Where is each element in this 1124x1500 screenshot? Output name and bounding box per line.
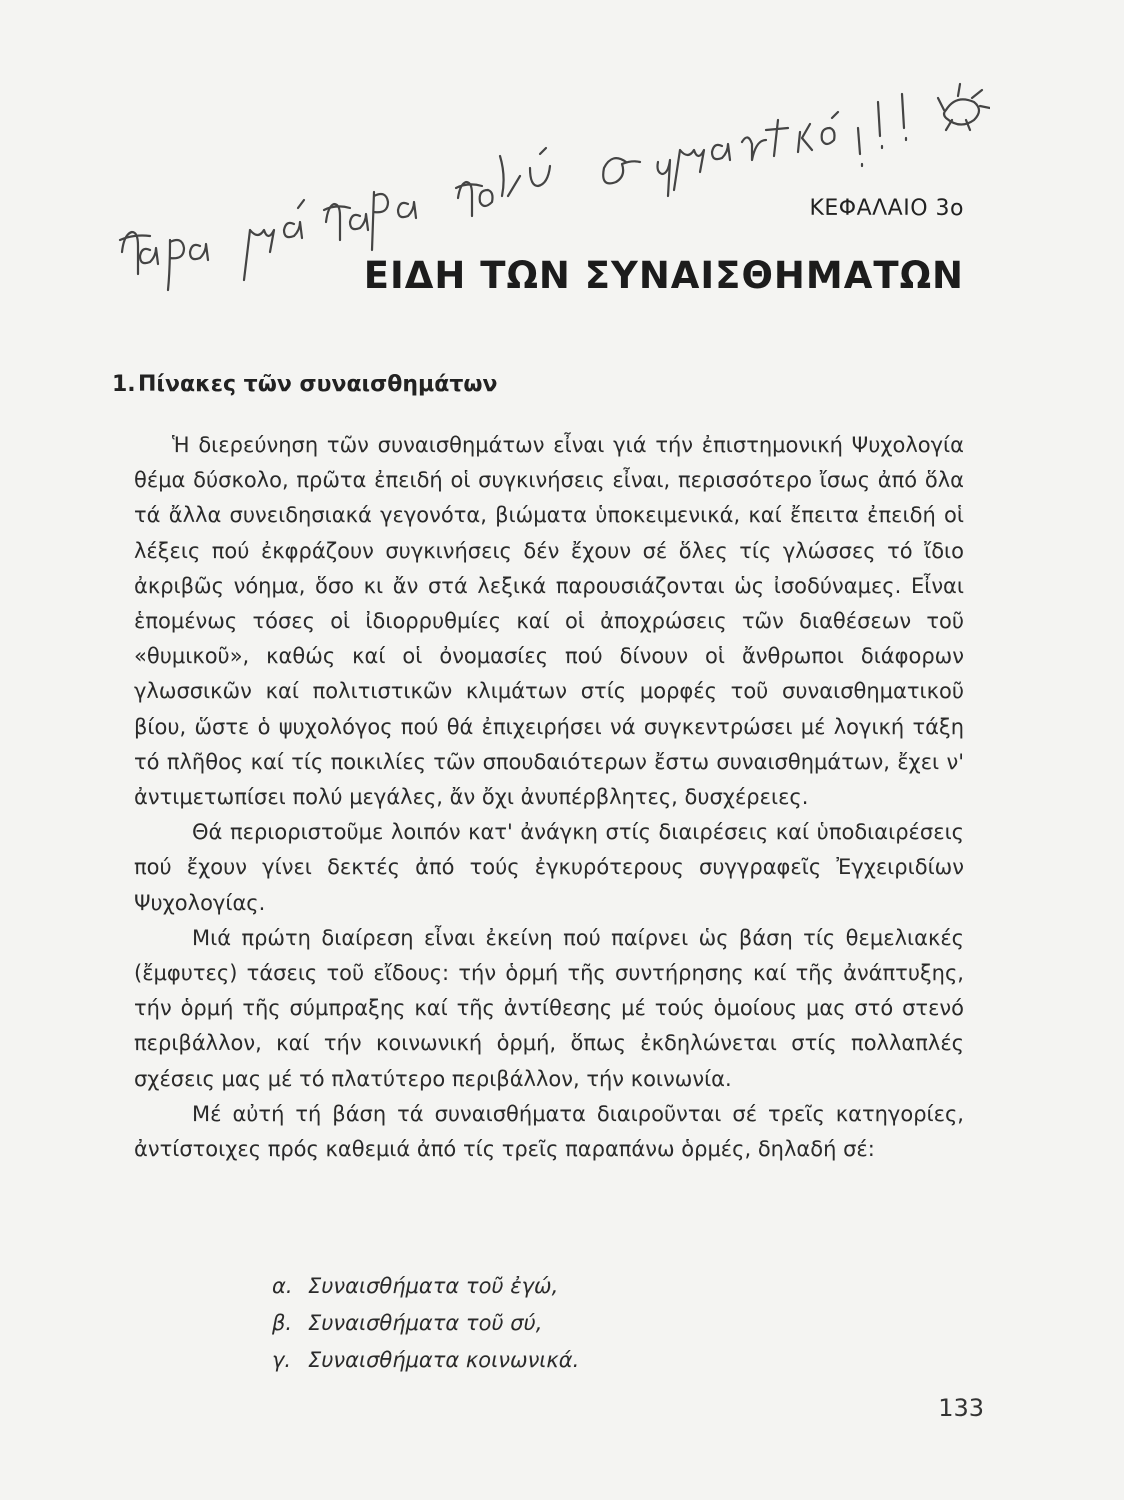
section-heading: Πίνακες τῶν συναισθημάτων xyxy=(138,372,498,397)
list-marker: α. xyxy=(272,1274,293,1298)
list-item xyxy=(272,1342,579,1379)
body-text xyxy=(134,428,964,1167)
paragraph: Ἡ διερεύνηση τῶν συναισθημάτων εἶναι γιά τήν ἐπιστημονική Ψυχολογία θέμα δύσκολο, πρῶτα ἐπειδή οἱ συγκινήσεις εἶναι, περισσότερο ἴσως ἀπό ὅλα τά ἄλλα συνειδησιακά γεγονότα, βιώματα ὑποκειμενικά, καί ἔπειτα ἐπειδή οἱ λέξεις πού ἐκφράζουν συγκινήσεις δέν ἔχουν σέ ὅλες τίς γλώσσες τό ἴδιο ἀκριβῶς νόημα, ὅσο κι ἄν στά λεξικά παρουσιάζονται ὡς ἰσοδύναμες. Εἶναι ἑπομένως τόσες οἱ ἰδιορρυθμίες καί οἱ ἀποχρώσεις τῶν διαθέσεων τοῦ «θυμικοῦ», καθώς καί οἱ ὀνομασίες πού δίνουν οἱ ἄνθρωποι διάφορων γλωσσικῶν καί πολιτιστικῶν κλιμάτων στίς μορφές τοῦ συναισθηματικοῦ βίου, ὥστε ὁ ψυχολόγος πού θά ἐπιχειρήσει νά συγκεντρώσει μέ λογική τάξη τό πλῆθος καί τίς ποικιλίες τῶν σπουδαιότερων ἔστω συναισθημάτων, ἔχει ν' ἀντιμετωπίσει πολύ μεγάλες, ἄν ὄχι ἀνυπέρβλητες, δυσχέρειες. xyxy=(134,433,964,810)
list-item xyxy=(272,1305,579,1342)
category-list xyxy=(272,1268,579,1379)
list-text: Συναισθήματα τοῦ σύ, xyxy=(308,1311,543,1335)
section-number: 1. xyxy=(112,372,136,397)
list-text: Συναισθήματα κοινωνικά. xyxy=(308,1348,580,1372)
list-text: Συναισθήματα τοῦ ἐγώ, xyxy=(308,1274,559,1298)
list-marker: β. xyxy=(272,1311,293,1335)
paragraph: Θά περιοριστοῦμε λοιπόν κατ' ἀνάγκη στίς διαιρέσεις καί ὑποδιαιρέσεις πού ἔχουν γίνει δεκτές ἀπό τούς ἐγκυρότερους συγγραφεῖς Ἐγχειριδίων Ψυχολογίας. xyxy=(134,820,964,915)
list-item xyxy=(272,1268,579,1305)
chapter-label: ΚΕΦΑΛΑΙΟ 3ο xyxy=(809,196,964,221)
paragraph: Μέ αὐτή τή βάση τά συναισθήματα διαιροῦνται σέ τρεῖς κατηγορίες, ἀντίστοιχες πρός καθεμιά ἀπό τίς τρεῖς παραπάνω ὁρμές, δηλαδή σέ: xyxy=(134,1101,964,1162)
paragraph: Μιά πρώτη διαίρεση εἶναι ἐκείνη πού παίρνει ὡς βάση τίς θεμελιακές (ἔμφυτες) τάσεις τοῦ εἴδους: τήν ὁρμή τῆς συντήρησης καί τῆς ἀνάπτυξης, τήν ὁρμή τῆς σύμπραξης καί τῆς ἀντίθεσης μέ τούς ὁμοίους μας στό στενό περιβάλλον, καί τήν κοινωνική ὁρμή, ὅπως ἐκδηλώνεται στίς πολλαπλές σχέσεις μας μέ τό πλατύτερο περιβάλλον, τήν κοινωνία. xyxy=(134,925,964,1091)
page-number: 133 xyxy=(938,1394,984,1422)
chapter-title: ΕΙΔΗ ΤΩΝ ΣΥΝΑΙΣΘΗΜΑΤΩΝ xyxy=(363,254,964,297)
list-marker: γ. xyxy=(272,1348,292,1372)
